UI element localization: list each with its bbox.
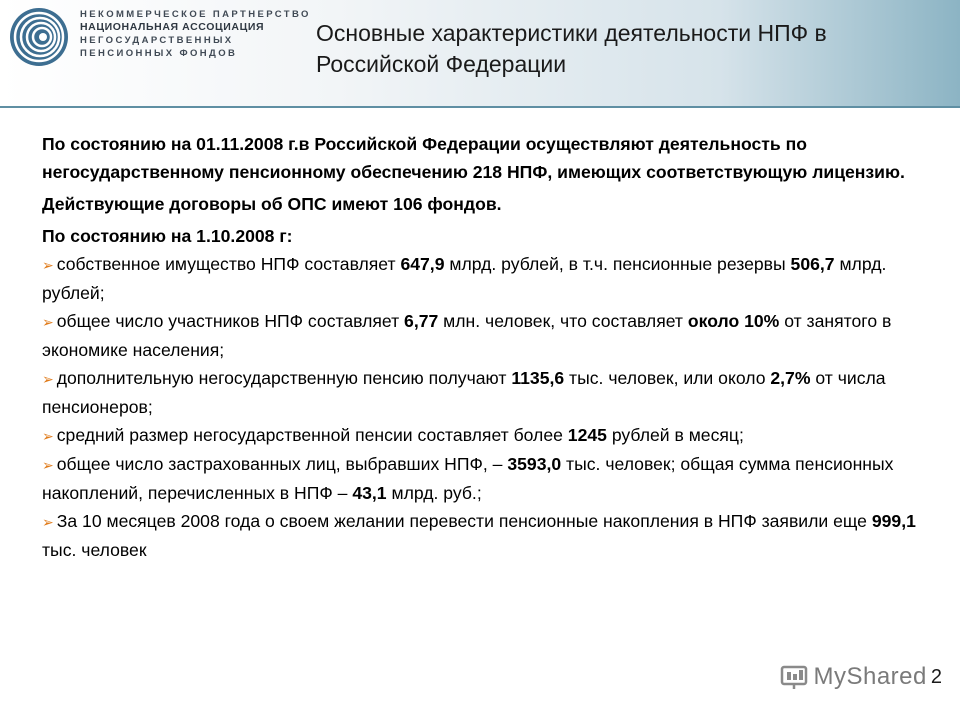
value: около 10% (687, 311, 780, 331)
list-item (42, 507, 932, 564)
org-line: НАЦИОНАЛЬНАЯ АССОЦИАЦИЯ (80, 21, 265, 33)
slide-body (42, 130, 932, 564)
org-line: НЕГОСУДАРСТВЕННЫХ (80, 35, 234, 46)
org-line: ПЕНСИОННЫХ ФОНДОВ (80, 48, 238, 59)
text: млрд. рублей, в т.ч. пенсионные резервы (444, 254, 791, 274)
text: от числа пенсионеров; (42, 368, 886, 417)
value: 6,77 (404, 311, 439, 331)
list-item (42, 450, 932, 507)
list-item (42, 307, 932, 364)
header-divider (0, 106, 960, 108)
text: общее число застрахованных лиц, выбравших НПФ, – (56, 454, 508, 474)
text: средний размер негосударственной пенсии составляет более (56, 425, 568, 445)
value: 999,1 (871, 511, 916, 531)
organization-name (80, 8, 311, 60)
list-item (42, 421, 932, 450)
text: млрд. рублей; (42, 254, 887, 303)
arrow-bullet-icon: ➢ (42, 514, 54, 530)
intro-paragraph: По состоянию на 01.11.2008 г.в Российской Федерации осуществляют деятельность по негосударственному пенсионному обеспечению 218 НПФ, имеющих соответствующую лицензию. (42, 134, 905, 182)
arrow-bullet-icon: ➢ (42, 371, 54, 387)
text: тыс. человек (42, 540, 147, 560)
watermark-logo: MyShared (813, 663, 927, 690)
date-heading: По состоянию на 1.10.2008 г: (42, 226, 293, 246)
text: млрд. руб.; (386, 483, 482, 503)
text: тыс. человек, или около (564, 368, 771, 388)
slide-header (0, 0, 960, 106)
spiral-logo-icon (8, 6, 70, 68)
org-line: НЕКОММЕРЧЕСКОЕ ПАРТНЕРСТВО (80, 9, 311, 20)
arrow-bullet-icon: ➢ (42, 314, 54, 330)
text: млн. человек, что составляет (438, 311, 688, 331)
value: 3593,0 (507, 454, 562, 474)
arrow-bullet-icon: ➢ (42, 428, 54, 444)
list-item (42, 250, 932, 307)
arrow-bullet-icon: ➢ (42, 257, 54, 273)
slide-title: Основные характеристики деятельности НПФ в Российской Федерации (316, 20, 827, 77)
presentation-icon (779, 662, 809, 692)
text: общее число участников НПФ составляет (56, 311, 405, 331)
page-number: 2 (930, 665, 942, 688)
text: от занятого в экономике населения; (42, 311, 892, 360)
arrow-bullet-icon: ➢ (42, 457, 54, 473)
value: 506,7 (790, 254, 835, 274)
value: 647,9 (400, 254, 445, 274)
text: собственное имущество НПФ составляет (56, 254, 401, 274)
ops-paragraph: Действующие договоры об ОПС имеют 106 фондов. (42, 194, 502, 214)
value: 43,1 (352, 483, 387, 503)
text: тыс. человек; общая сумма пенсионных накоплений, перечисленных в НПФ – (42, 454, 894, 503)
text: дополнительную негосударственную пенсию получают (56, 368, 512, 388)
text: За 10 месяцев 2008 года о своем желании перевести пенсионные накопления в НПФ заявили еще (56, 511, 872, 531)
value: 1135,6 (511, 368, 565, 388)
value: 1245 (567, 425, 607, 445)
list-item (42, 364, 932, 421)
value: 2,7% (770, 368, 811, 388)
text: рублей в месяц; (606, 425, 744, 445)
footer (779, 662, 942, 692)
